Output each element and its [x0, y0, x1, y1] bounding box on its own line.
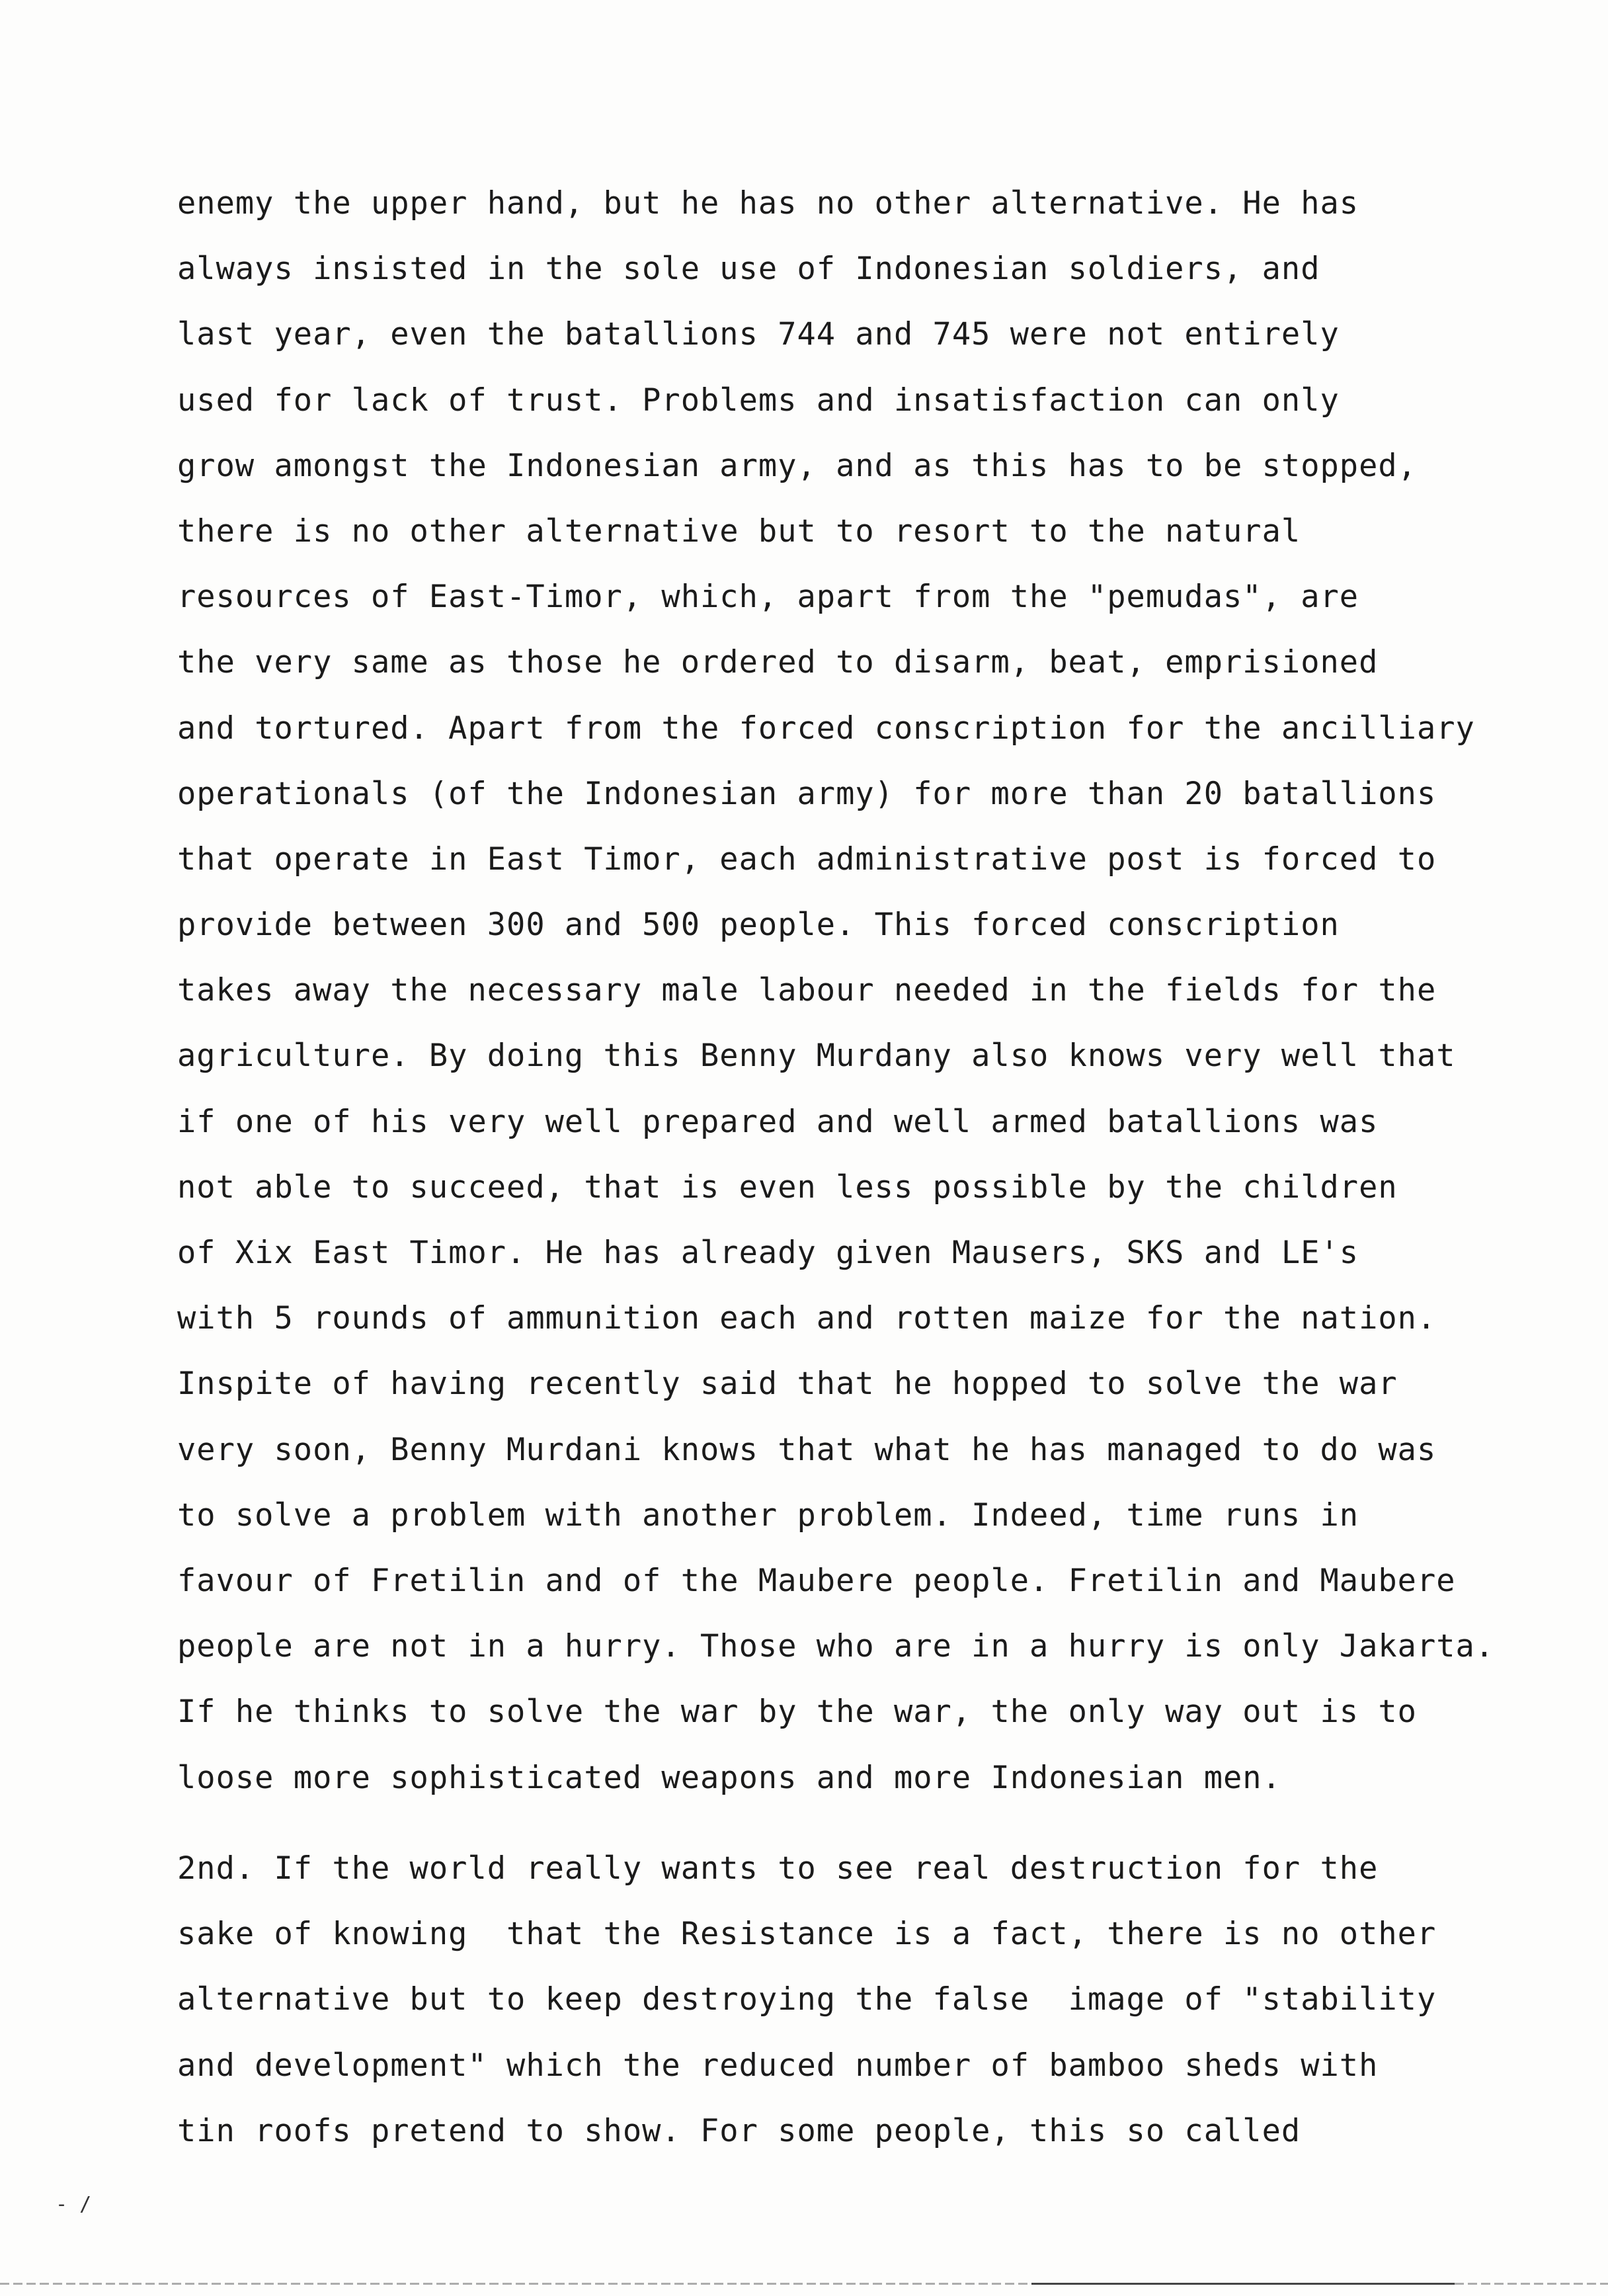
text-line: loose more sophisticated weapons and more Indonesian men. [177, 1759, 1281, 1796]
text-line: agriculture. By doing this Benny Murdany also knows very well that [177, 1038, 1456, 1075]
text-line: tin roofs pretend to show. For some people, this so called [177, 2112, 1301, 2149]
text-line: and tortured. Apart from the forced conscription for the ancilliary [177, 710, 1475, 747]
text-line: if one of his very well prepared and well armed batallions was [177, 1103, 1379, 1140]
paragraph-1 [177, 171, 1572, 1811]
text-line: and development" which the reduced number of bamboo sheds with [177, 2047, 1379, 2084]
text-line: that operate in East Timor, each administrative post is forced to [177, 840, 1437, 878]
text-line: takes away the necessary male labour needed in the fields for the [177, 972, 1437, 1009]
text-line: favour of Fretilin and of the Maubere people. Fretilin and Maubere [177, 1562, 1456, 1599]
text-line: there is no other alternative but to resort to the natural [177, 512, 1301, 550]
text-line: always insisted in the sole use of Indonesian soldiers, and [177, 251, 1320, 288]
text-line: If he thinks to solve the war by the war, the only way out is to [177, 1694, 1417, 1731]
text-line: operationals (of the Indonesian army) for more than 20 batallions [177, 775, 1437, 812]
paragraph-2 [177, 1836, 1572, 2164]
text-line: the very same as those he ordered to disarm, beat, emprisioned [177, 644, 1379, 681]
margin-mark: - / [56, 2193, 92, 2216]
text-line: 2nd. If the world really wants to see real destruction for the [177, 1850, 1379, 1887]
text-line: grow amongst the Indonesian army, and as this has to be stopped, [177, 447, 1417, 484]
text-line: sake of knowing that the Resistance is a fact, there is no other [177, 1916, 1437, 1953]
text-line: to solve a problem with another problem. Indeed, time runs in [177, 1496, 1359, 1534]
text-line: people are not in a hurry. Those who are in a hurry is only Jakarta. [177, 1628, 1495, 1665]
text-line: enemy the upper hand, but he has no other alternative. He has [177, 185, 1359, 222]
text-line: with 5 rounds of ammunition each and rotten maize for the nation. [177, 1300, 1437, 1337]
text-line: of Xix East Timor. He has already given Mausers, SKS and LE's [177, 1235, 1359, 1271]
text-line: not able to succeed, that is even less possible by the children [177, 1168, 1398, 1206]
text-line: Inspite of having recently said that he hopped to solve the war [177, 1366, 1398, 1403]
text-line: last year, even the batallions 744 and 745 were not entirely [177, 316, 1340, 353]
text-line: alternative but to keep destroying the false image of "stability [177, 1981, 1437, 2018]
text-line: very soon, Benny Murdani knows that what he has managed to do was [177, 1431, 1437, 1468]
text-line: resources of East-Timor, which, apart from the "pemudas", are [177, 579, 1359, 616]
bottom-edge-solid-rule [1031, 2283, 1455, 2285]
text-line: used for lack of trust. Problems and insatisfaction can only [177, 382, 1340, 419]
text-line: provide between 300 and 500 people. This forced conscription [177, 907, 1340, 944]
